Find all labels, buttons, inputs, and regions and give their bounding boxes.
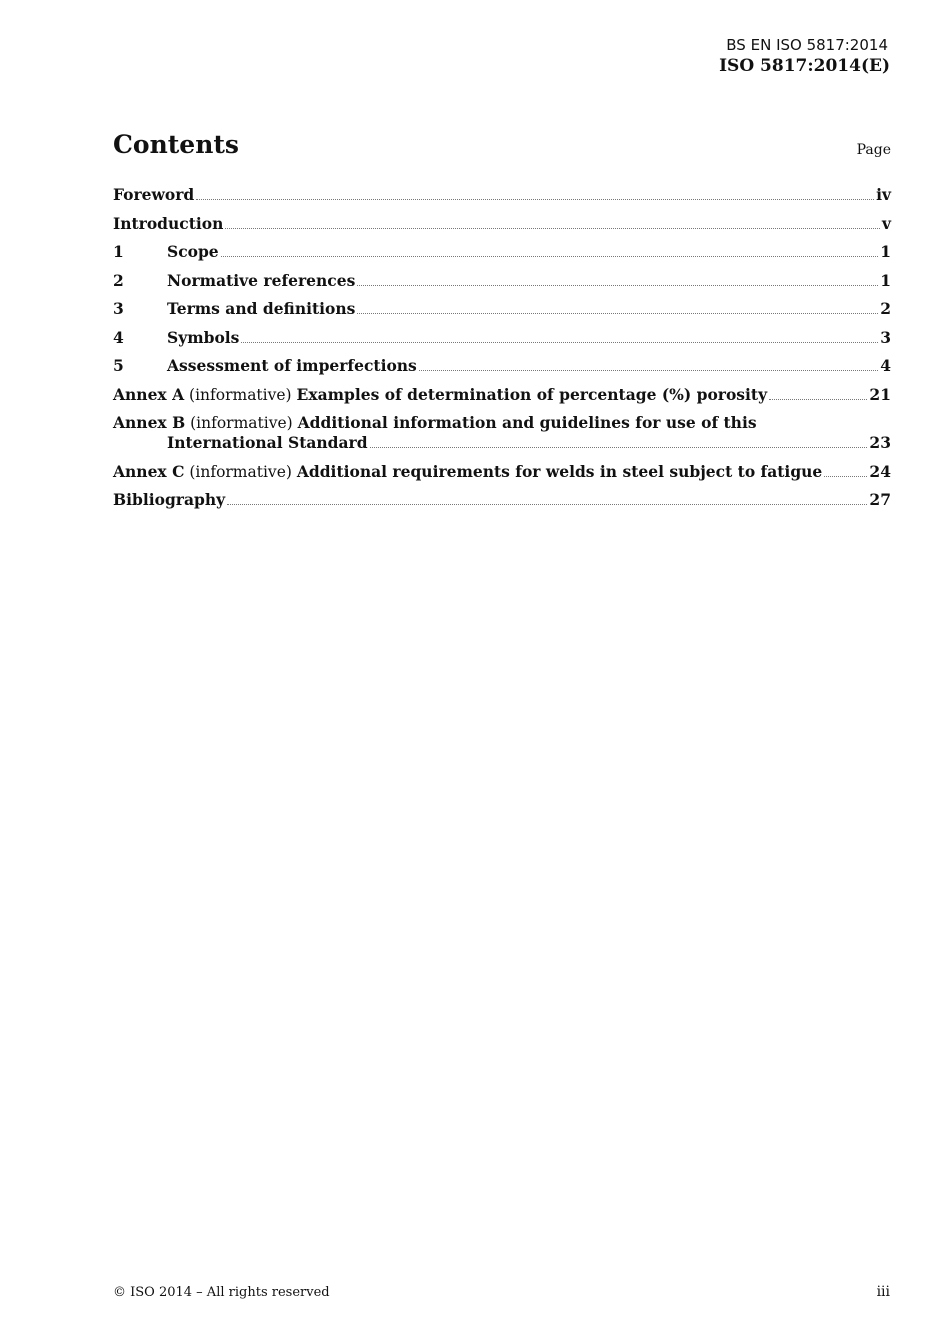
toc-entry-page: 3	[880, 327, 891, 347]
dot-leader	[419, 369, 878, 371]
toc-entry-terms-and-definitions[interactable]	[113, 299, 891, 319]
annex-label: Annex A	[113, 384, 185, 404]
header-standard-iso: ISO 5817:2014(E)	[719, 56, 890, 76]
toc-entry-normative-references[interactable]	[113, 271, 891, 291]
toc-entry-title: Additional requirements for welds in steel subject to fatigue	[296, 461, 823, 481]
annex-label: Annex B	[113, 413, 186, 432]
toc-entry-title: Scope	[167, 242, 219, 261]
footer-page-number: iii	[876, 1284, 890, 1300]
toc-entry-title: Symbols	[167, 327, 240, 347]
toc-entry-page: v	[881, 213, 891, 233]
dot-leader	[227, 503, 867, 505]
toc-entry-number: 5	[113, 356, 124, 375]
dot-leader	[357, 284, 878, 286]
toc-entry-title: Bibliography	[113, 490, 226, 509]
toc-entry-assessment-of-imperfections[interactable]	[113, 356, 891, 376]
toc-entry-annex-b[interactable]	[113, 413, 891, 453]
header-standard-bs: BS EN ISO 5817:2014	[726, 36, 888, 54]
toc-entry-page: 1	[880, 242, 891, 261]
toc-entry-introduction[interactable]	[113, 214, 891, 234]
page-column-label: Page	[856, 142, 891, 158]
dot-leader	[196, 198, 874, 200]
toc-entry-symbols[interactable]	[113, 328, 891, 348]
toc-entry-title: Terms and definitions	[167, 299, 356, 318]
toc-entry-page: 24	[869, 461, 891, 481]
toc-entry-page: 1	[880, 270, 891, 290]
dot-leader	[241, 341, 878, 343]
toc-entry-title: Normative references	[167, 270, 356, 290]
toc-entry-number: 1	[113, 242, 124, 261]
toc-entry-foreword[interactable]	[113, 185, 891, 205]
toc-entry-page: 2	[880, 299, 891, 318]
annex-type: (informative)	[189, 462, 292, 481]
dot-leader	[357, 312, 878, 314]
dot-leader	[370, 446, 868, 448]
toc-entry-page: 21	[869, 384, 891, 404]
annex-type: (informative)	[190, 414, 293, 432]
toc-entry-bibliography[interactable]	[113, 490, 891, 510]
dot-leader	[221, 255, 879, 257]
toc-entry-number: 2	[113, 270, 124, 290]
annex-label: Annex C	[113, 461, 185, 481]
toc-entry-page: 4	[880, 356, 891, 375]
toc-entry-title: Additional information and guidelines for use of this	[297, 413, 757, 432]
toc-entry-title: Introduction	[113, 213, 224, 233]
dot-leader	[225, 227, 880, 229]
dot-leader	[824, 475, 867, 477]
toc-entry-page: 27	[869, 490, 891, 509]
toc-entry-page: 23	[869, 433, 891, 452]
footer-copyright: © ISO 2014 – All rights reserved	[113, 1285, 330, 1300]
table-of-contents	[113, 185, 891, 519]
toc-entry-scope[interactable]	[113, 242, 891, 262]
annex-type: (informative)	[189, 385, 292, 404]
toc-entry-annex-c[interactable]	[113, 462, 891, 482]
toc-entry-page: iv	[876, 185, 891, 204]
dot-leader	[769, 398, 867, 400]
page-title: Contents	[113, 130, 240, 159]
toc-entry-number: 4	[113, 327, 124, 347]
toc-entry-title: Foreword	[113, 185, 195, 204]
toc-entry-title: Examples of determination of percentage (%) porosity	[296, 384, 768, 404]
toc-entry-number: 3	[113, 299, 124, 318]
toc-entry-title-continued: International Standard	[167, 433, 368, 452]
toc-entry-annex-a[interactable]	[113, 385, 891, 405]
toc-entry-title: Assessment of imperfections	[167, 356, 417, 375]
